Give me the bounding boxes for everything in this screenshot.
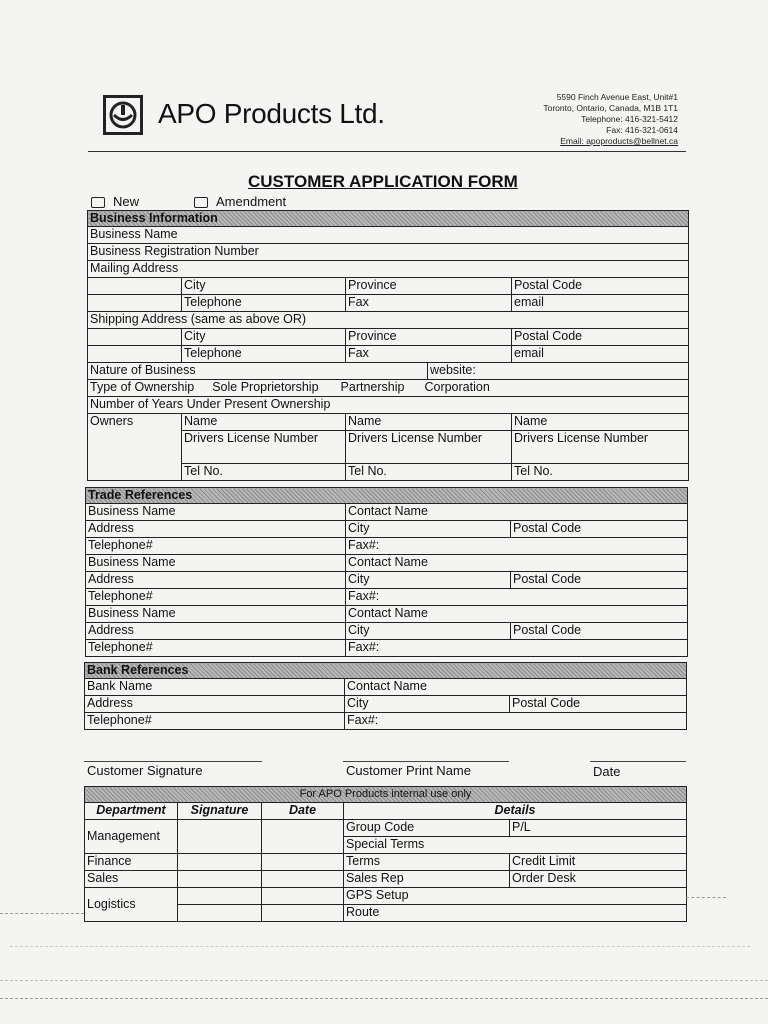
blank-cell — [88, 329, 182, 346]
shipping-telephone-field[interactable]: Telephone — [182, 346, 346, 363]
trade-references-heading: Trade References — [86, 488, 688, 504]
owner1-dl-field[interactable]: Drivers License Number — [182, 431, 346, 464]
company-logo — [103, 95, 143, 135]
new-label: New — [113, 194, 140, 209]
shipping-email-field[interactable]: email — [512, 346, 689, 363]
route-field[interactable]: Route — [344, 905, 687, 922]
logistics-signature-field-2[interactable] — [178, 905, 262, 922]
bank-references-table — [84, 662, 687, 730]
trade3-postal-field[interactable]: Postal Code — [511, 623, 688, 640]
sales-date-field[interactable] — [262, 871, 344, 888]
partnership-option[interactable]: Partnership — [340, 380, 405, 394]
details-header: Details — [344, 803, 687, 820]
customer-print-label: Customer Print Name — [346, 763, 471, 778]
owner3-tel-field[interactable]: Tel No. — [512, 464, 689, 481]
trade1-telephone-field[interactable]: Telephone# — [86, 538, 346, 555]
mailing-address-field[interactable]: Mailing Address — [88, 261, 689, 278]
bank-contact-field[interactable]: Contact Name — [345, 679, 687, 696]
management-date-field[interactable] — [262, 820, 344, 854]
logistics-date-field-2[interactable] — [262, 905, 344, 922]
owner3-dl-field[interactable]: Drivers License Number — [512, 431, 689, 464]
owner1-name-field[interactable]: Name — [182, 414, 346, 431]
trade1-fax-field[interactable]: Fax#: — [346, 538, 688, 555]
bank-name-field[interactable]: Bank Name — [85, 679, 345, 696]
scan-artifact — [10, 946, 750, 947]
date-header: Date — [262, 803, 344, 820]
trade2-telephone-field[interactable]: Telephone# — [86, 589, 346, 606]
gps-setup-field[interactable]: GPS Setup — [344, 888, 687, 905]
signature-header: Signature — [178, 803, 262, 820]
address-line: 5590 Finch Avenue East, Unit#1 — [556, 92, 678, 102]
trade2-contact-field[interactable]: Contact Name — [346, 555, 688, 572]
sales-signature-field[interactable] — [178, 871, 262, 888]
trade1-contact-field[interactable]: Contact Name — [346, 504, 688, 521]
blank-cell — [88, 278, 182, 295]
sales-rep-field[interactable]: Sales Rep — [344, 871, 510, 888]
logistics-label: Logistics — [85, 888, 178, 922]
new-checkbox[interactable] — [91, 197, 105, 208]
company-name: APO Products Ltd. — [158, 98, 385, 129]
mailing-city-field[interactable]: City — [182, 278, 346, 295]
blank-cell — [88, 346, 182, 363]
years-ownership-field[interactable]: Number of Years Under Present Ownership — [88, 397, 689, 414]
bank-address-field[interactable]: Address — [85, 696, 345, 713]
owner2-dl-field[interactable]: Drivers License Number — [346, 431, 512, 464]
owner3-name-field[interactable]: Name — [512, 414, 689, 431]
address-line: Telephone: 416-321-5412 — [581, 114, 678, 124]
corporation-option[interactable]: Corporation — [424, 380, 490, 394]
header-divider — [88, 151, 686, 152]
new-option[interactable] — [91, 194, 139, 209]
website-field[interactable]: website: — [428, 363, 689, 380]
business-info-heading: Business Information — [88, 211, 689, 227]
trade1-city-field[interactable]: City — [346, 521, 511, 538]
trade3-contact-field[interactable]: Contact Name — [346, 606, 688, 623]
shipping-fax-field[interactable]: Fax — [346, 346, 512, 363]
trade3-address-field[interactable]: Address — [86, 623, 346, 640]
ownership-type-row — [88, 380, 689, 397]
trade2-city-field[interactable]: City — [346, 572, 511, 589]
trade3-business-name-field[interactable]: Business Name — [86, 606, 346, 623]
sales-label: Sales — [85, 871, 178, 888]
trade1-business-name-field[interactable]: Business Name — [86, 504, 346, 521]
address-line: Toronto, Ontario, Canada, M1B 1T1 — [543, 103, 678, 113]
shipping-address-field[interactable]: Shipping Address (same as above OR) — [88, 312, 689, 329]
sole-proprietorship-option[interactable]: Sole Proprietorship — [212, 380, 319, 394]
nature-of-business-field[interactable]: Nature of Business — [88, 363, 428, 380]
logo-emblem-icon — [108, 100, 138, 130]
bank-postal-field[interactable]: Postal Code — [510, 696, 687, 713]
trade3-city-field[interactable]: City — [346, 623, 511, 640]
trade1-address-field[interactable]: Address — [86, 521, 346, 538]
amendment-label: Amendment — [216, 194, 287, 209]
bank-city-field[interactable]: City — [345, 696, 510, 713]
trade3-fax-field[interactable]: Fax#: — [346, 640, 688, 657]
scan-artifact — [0, 980, 768, 981]
owner2-tel-field[interactable]: Tel No. — [346, 464, 512, 481]
finance-date-field[interactable] — [262, 854, 344, 871]
amendment-option[interactable] — [194, 194, 286, 209]
finance-label: Finance — [85, 854, 178, 871]
terms-field[interactable]: Terms — [344, 854, 510, 871]
scan-artifact — [0, 998, 768, 999]
trade2-fax-field[interactable]: Fax#: — [346, 589, 688, 606]
owner2-name-field[interactable]: Name — [346, 414, 512, 431]
mailing-telephone-field[interactable]: Telephone — [182, 295, 346, 312]
bank-fax-field[interactable]: Fax#: — [345, 713, 687, 730]
trade-references-table — [85, 487, 688, 657]
owners-label: Owners — [88, 414, 182, 481]
bank-telephone-field[interactable]: Telephone# — [85, 713, 345, 730]
mailing-email-field[interactable]: email — [512, 295, 689, 312]
trade1-postal-field[interactable]: Postal Code — [511, 521, 688, 538]
customer-signature-label: Customer Signature — [87, 763, 203, 778]
scan-artifact — [0, 913, 84, 914]
special-terms-field[interactable]: Special Terms — [344, 837, 687, 854]
finance-signature-field[interactable] — [178, 854, 262, 871]
mailing-postal-field[interactable]: Postal Code — [512, 278, 689, 295]
date-label: Date — [593, 764, 621, 779]
customer-print-line[interactable] — [343, 761, 509, 762]
address-line: Email: apoproducts@bellnet.ca — [560, 136, 678, 146]
amendment-checkbox[interactable] — [194, 197, 208, 208]
mailing-province-field[interactable]: Province — [346, 278, 512, 295]
business-info-table — [87, 210, 689, 481]
internal-use-table — [84, 786, 687, 922]
trade3-telephone-field[interactable]: Telephone# — [86, 640, 346, 657]
trade2-postal-field[interactable]: Postal Code — [511, 572, 688, 589]
company-address — [543, 92, 678, 147]
group-code-field[interactable]: Group Code — [344, 820, 510, 837]
management-label: Management — [85, 820, 178, 854]
credit-limit-field[interactable]: Credit Limit — [510, 854, 687, 871]
ownership-label: Type of Ownership — [90, 380, 195, 394]
shipping-city-field[interactable]: City — [182, 329, 346, 346]
mailing-fax-field[interactable]: Fax — [346, 295, 512, 312]
bank-references-heading: Bank References — [85, 663, 687, 679]
scan-artifact — [686, 897, 726, 898]
internal-use-heading: For APO Products internal use only — [85, 787, 687, 803]
date-line[interactable] — [590, 761, 686, 762]
blank-cell — [88, 295, 182, 312]
logistics-date-field[interactable] — [262, 888, 344, 905]
pl-field[interactable]: P/L — [510, 820, 687, 837]
department-header: Department — [85, 803, 178, 820]
shipping-province-field[interactable]: Province — [346, 329, 512, 346]
business-name-field[interactable]: Business Name — [88, 227, 689, 244]
management-signature-field[interactable] — [178, 820, 262, 854]
logistics-signature-field[interactable] — [178, 888, 262, 905]
form-title: CUSTOMER APPLICATION FORM — [248, 172, 518, 191]
owner1-tel-field[interactable]: Tel No. — [182, 464, 346, 481]
trade2-address-field[interactable]: Address — [86, 572, 346, 589]
trade2-business-name-field[interactable]: Business Name — [86, 555, 346, 572]
customer-signature-line[interactable] — [84, 761, 262, 762]
shipping-postal-field[interactable]: Postal Code — [512, 329, 689, 346]
order-desk-field[interactable]: Order Desk — [510, 871, 687, 888]
registration-number-field[interactable]: Business Registration Number — [88, 244, 689, 261]
address-line: Fax: 416-321-0614 — [606, 125, 678, 135]
